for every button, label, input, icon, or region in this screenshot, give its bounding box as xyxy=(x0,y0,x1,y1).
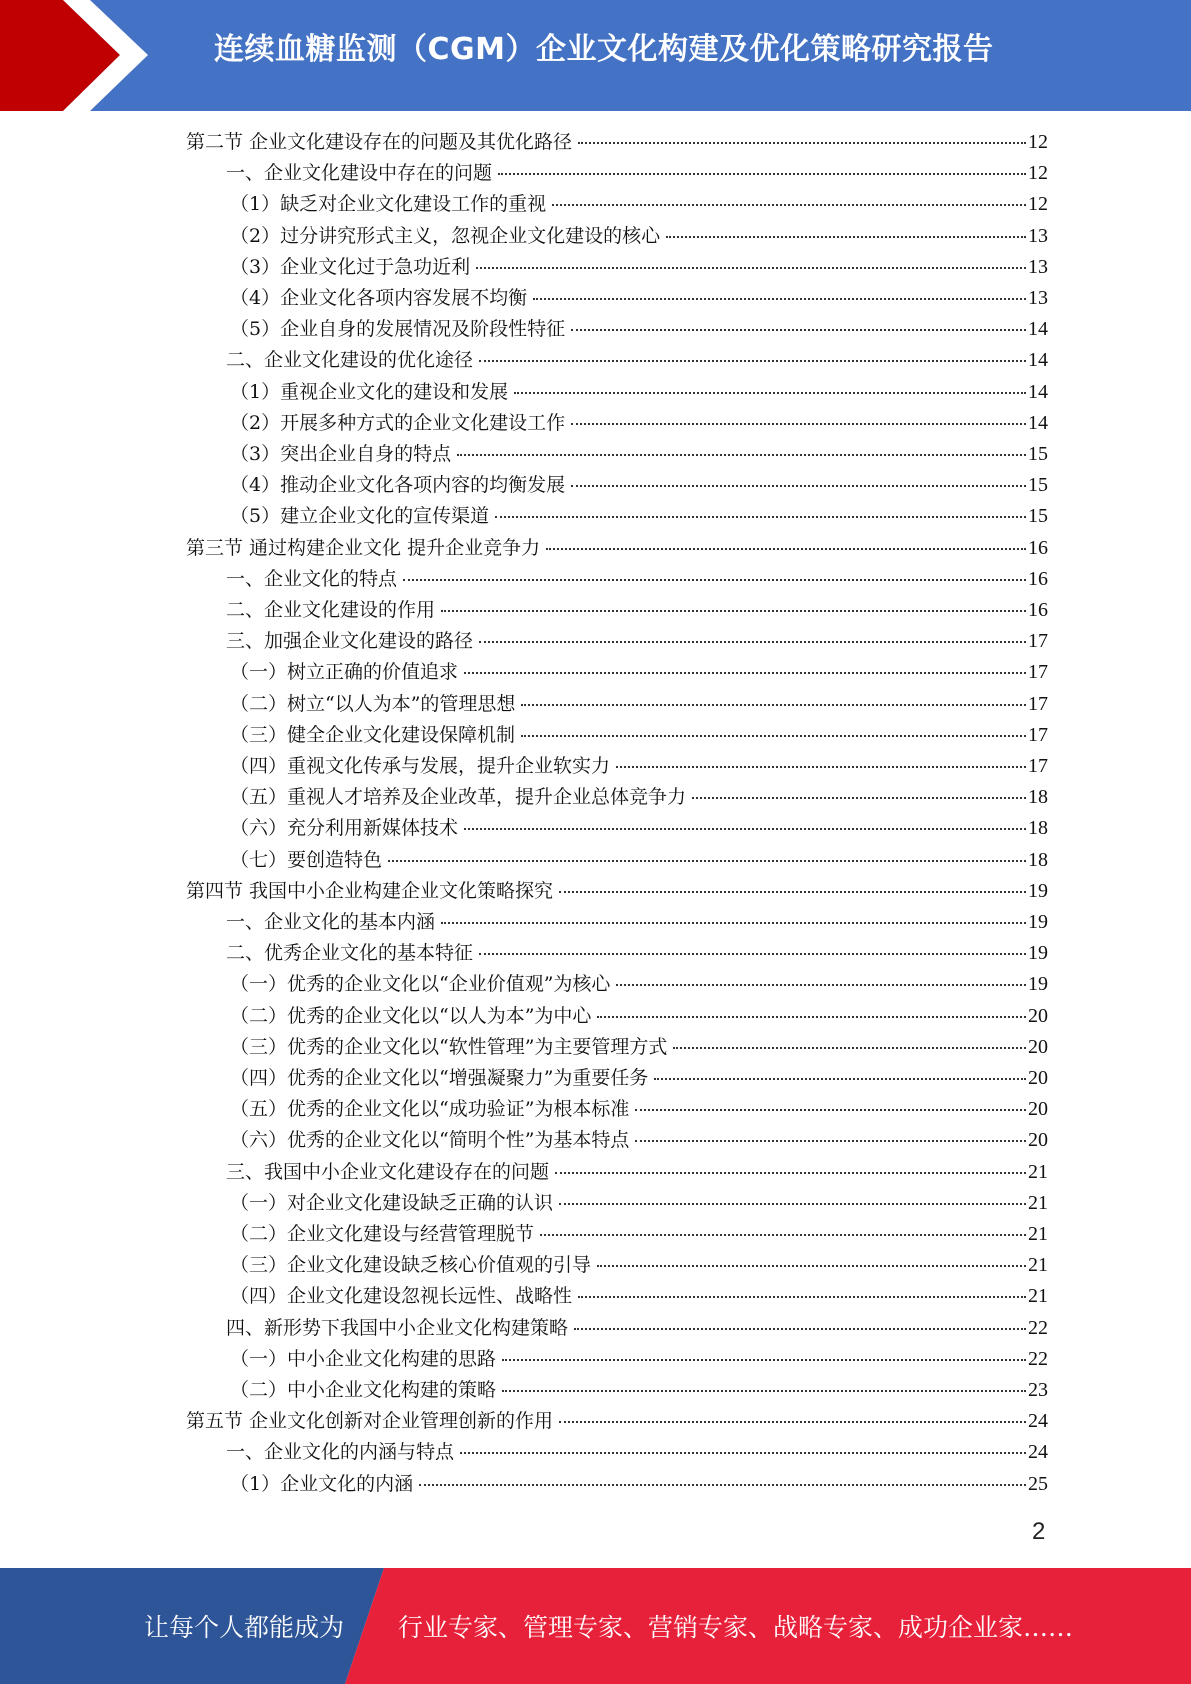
toc-leader-dots xyxy=(521,703,1026,706)
toc-entry-page: 25 xyxy=(1028,1472,1048,1495)
toc-entry-page: 20 xyxy=(1028,1067,1048,1089)
toc-entry[interactable] xyxy=(230,969,1048,1000)
toc-entry-label: 四、新形势下我国中小企业文化构建策略 xyxy=(226,1316,569,1339)
toc-leader-dots xyxy=(464,827,1026,830)
toc-entry-label: 二、优秀企业文化的基本特征 xyxy=(226,942,474,965)
toc-entry-page: 17 xyxy=(1028,630,1048,653)
toc-leader-dots xyxy=(559,890,1026,893)
toc-entry-label: （六）优秀的企业文化以“简明个性”为基本特点 xyxy=(230,1129,630,1152)
toc-entry-page: 15 xyxy=(1028,443,1048,465)
toc-entry-label: 二、企业文化建设的优化途径 xyxy=(226,349,474,372)
toc-leader-dots xyxy=(654,1077,1026,1080)
toc-entry[interactable] xyxy=(230,813,1048,844)
toc-entry-page: 21 xyxy=(1028,1191,1048,1214)
toc-entry[interactable] xyxy=(230,1219,1048,1250)
toc-entry-page: 21 xyxy=(1028,1223,1048,1245)
toc-leader-dots xyxy=(546,547,1026,550)
toc-entry-page: 17 xyxy=(1028,661,1048,684)
toc-entry-page: 17 xyxy=(1028,755,1048,777)
toc-entry-page: 17 xyxy=(1028,723,1048,746)
toc-entry-label: （一）优秀的企业文化以“企业价值观”为核心 xyxy=(230,973,611,996)
toc-leader-dots xyxy=(559,1420,1026,1423)
toc-entry-page: 14 xyxy=(1028,380,1048,403)
toc-entry-label: （二）树立“以人为本”的管理思想 xyxy=(230,692,516,715)
toc-entry[interactable] xyxy=(230,377,1048,408)
toc-entry-page: 19 xyxy=(1028,911,1048,933)
toc-leader-dots xyxy=(673,1046,1026,1049)
toc-leader-dots xyxy=(666,235,1026,238)
toc-leader-dots xyxy=(571,484,1026,487)
toc-entry-label: （5）建立企业文化的宣传渠道 xyxy=(230,505,490,528)
toc-entry-page: 15 xyxy=(1028,505,1048,528)
toc-entry[interactable] xyxy=(230,283,1048,314)
toc-leader-dots xyxy=(692,796,1026,799)
toc-entry[interactable] xyxy=(230,1094,1048,1125)
toc-entry-page: 24 xyxy=(1028,1441,1048,1464)
toc-leader-dots xyxy=(635,1139,1026,1142)
toc-entry-page: 18 xyxy=(1028,786,1048,809)
toc-leader-dots xyxy=(457,453,1026,456)
toc-entry-label: 一、企业文化建设中存在的问题 xyxy=(226,162,493,185)
toc-entry[interactable] xyxy=(230,751,1048,782)
toc-entry[interactable] xyxy=(230,470,1048,501)
toc-entry-label: （七）要创造特色 xyxy=(230,848,383,871)
toc-entry[interactable] xyxy=(230,1188,1048,1219)
toc-entry[interactable] xyxy=(230,252,1048,283)
toc-entry-label: （二）优秀的企业文化以“以人为本”为中心 xyxy=(230,1004,592,1027)
toc-leader-dots xyxy=(578,1295,1026,1298)
toc-entry-label: （一）树立正确的价值追求 xyxy=(230,661,459,684)
toc-entry-page: 20 xyxy=(1028,1098,1048,1121)
toc-entry-page: 14 xyxy=(1028,318,1048,341)
toc-leader-dots xyxy=(578,141,1026,144)
toc-entry[interactable] xyxy=(230,221,1048,252)
toc-entry[interactable] xyxy=(230,314,1048,345)
toc-entry-label: （三）优秀的企业文化以“软性管理”为主要管理方式 xyxy=(230,1035,668,1058)
toc-entry[interactable] xyxy=(226,564,1048,595)
toc-leader-dots xyxy=(616,983,1026,986)
toc-entry-page: 16 xyxy=(1028,567,1048,590)
toc-entry-label: 一、企业文化的内涵与特点 xyxy=(226,1441,455,1464)
toc-entry-label: （4）推动企业文化各项内容的均衡发展 xyxy=(230,474,566,497)
toc-entry-page: 12 xyxy=(1028,131,1048,153)
report-header-bar xyxy=(0,0,1191,111)
toc-entry-page: 24 xyxy=(1028,1410,1048,1433)
toc-entry-page: 23 xyxy=(1028,1379,1048,1401)
toc-entry-page: 22 xyxy=(1028,1347,1048,1370)
toc-entry-label: 第三节 通过构建企业文化 提升企业竞争力 xyxy=(186,536,541,559)
toc-entry-page: 20 xyxy=(1028,1035,1048,1058)
toc-entry-label: （四）优秀的企业文化以“增强凝聚力”为重要任务 xyxy=(230,1067,649,1089)
footer-banner xyxy=(0,1568,1191,1684)
toc-leader-dots xyxy=(555,1171,1026,1174)
toc-leader-dots xyxy=(403,578,1026,581)
toc-entry-page: 18 xyxy=(1028,848,1048,871)
toc-leader-dots xyxy=(540,1233,1026,1236)
toc-entry-page: 19 xyxy=(1028,942,1048,965)
toc-entry-label: （1）缺乏对企业文化建设工作的重视 xyxy=(230,193,547,216)
toc-entry-label: （四）企业文化建设忽视长远性、战略性 xyxy=(230,1285,573,1308)
toc-entry-page: 12 xyxy=(1028,193,1048,216)
toc-entry-page: 16 xyxy=(1028,536,1048,559)
toc-leader-dots xyxy=(571,422,1026,425)
toc-entry-label: （五）优秀的企业文化以“成功验证”为根本标准 xyxy=(230,1098,630,1121)
toc-leader-dots xyxy=(533,297,1026,300)
toc-leader-dots xyxy=(479,952,1026,955)
toc-entry-page: 13 xyxy=(1028,255,1048,278)
toc-entry[interactable] xyxy=(186,876,1048,907)
toc-entry-page: 18 xyxy=(1028,817,1048,840)
toc-leader-dots xyxy=(441,609,1026,612)
toc-entry[interactable] xyxy=(226,626,1048,657)
toc-entry[interactable] xyxy=(230,189,1048,220)
toc-leader-dots xyxy=(388,859,1026,862)
toc-leader-dots xyxy=(514,391,1026,394)
toc-entry-label: （3）企业文化过于急功近利 xyxy=(230,255,471,278)
toc-entry-label: （三）健全企业文化建设保障机制 xyxy=(230,723,516,746)
toc-entry[interactable] xyxy=(230,1250,1048,1281)
toc-entry[interactable] xyxy=(226,1437,1048,1468)
toc-leader-dots xyxy=(464,671,1026,674)
toc-entry-page: 14 xyxy=(1028,411,1048,434)
toc-entry-page: 20 xyxy=(1028,1129,1048,1152)
chevron-arrow-icon xyxy=(0,0,160,111)
page-number: 2 xyxy=(1032,1518,1046,1545)
toc-leader-dots xyxy=(476,266,1026,269)
toc-entry-label: （二）中小企业文化构建的策略 xyxy=(230,1379,497,1401)
toc-entry-page: 17 xyxy=(1028,692,1048,715)
toc-entry-page: 13 xyxy=(1028,224,1048,247)
toc-entry-label: （三）企业文化建设缺乏核心价值观的引导 xyxy=(230,1254,592,1277)
toc-entry-label: 二、企业文化建设的作用 xyxy=(226,599,436,621)
toc-entry[interactable] xyxy=(230,1469,1048,1500)
toc-entry-page: 13 xyxy=(1028,287,1048,309)
toc-entry-label: （一）中小企业文化构建的思路 xyxy=(230,1347,497,1370)
toc-entry[interactable] xyxy=(226,595,1048,626)
toc-entry[interactable] xyxy=(186,127,1048,158)
toc-entry[interactable] xyxy=(230,408,1048,439)
toc-entry[interactable] xyxy=(226,345,1048,376)
toc-leader-dots xyxy=(498,172,1026,175)
toc-entry-page: 21 xyxy=(1028,1160,1048,1183)
toc-leader-dots xyxy=(495,515,1026,518)
toc-entry-label: 一、企业文化的基本内涵 xyxy=(226,911,436,933)
toc-leader-dots xyxy=(616,765,1026,768)
toc-leader-dots xyxy=(559,1202,1026,1205)
toc-leader-dots xyxy=(502,1358,1026,1361)
toc-entry[interactable] xyxy=(226,1313,1048,1344)
toc-leader-dots xyxy=(635,1108,1026,1111)
toc-entry[interactable] xyxy=(230,689,1048,720)
toc-entry-label: （五）重视人才培养及企业改革，提升企业总体竞争力 xyxy=(230,786,687,809)
toc-entry-label: 第五节 企业文化创新对企业管理创新的作用 xyxy=(186,1410,554,1433)
toc-entry[interactable] xyxy=(230,1032,1048,1063)
toc-entry[interactable] xyxy=(230,501,1048,532)
toc-leader-dots xyxy=(460,1451,1026,1454)
footer-slogan-left: 让每个人都能成为 xyxy=(144,1613,345,1642)
toc-leader-dots xyxy=(552,203,1026,206)
toc-entry-page: 20 xyxy=(1028,1004,1048,1027)
toc-leader-dots xyxy=(479,640,1026,643)
toc-leader-dots xyxy=(419,1483,1026,1486)
toc-entry-page: 19 xyxy=(1028,879,1048,902)
footer-slogan-right: 行业专家、管理专家、营销专家、战略专家、成功企业家…… xyxy=(398,1613,1074,1642)
toc-entry[interactable] xyxy=(230,845,1048,876)
toc-entry-page: 12 xyxy=(1028,162,1048,185)
toc-entry-label: 第四节 我国中小企业构建企业文化策略探究 xyxy=(186,879,554,902)
toc-entry-page: 21 xyxy=(1028,1254,1048,1277)
toc-entry-page: 16 xyxy=(1028,599,1048,621)
toc-leader-dots xyxy=(597,1264,1026,1267)
toc-leader-dots xyxy=(479,359,1026,362)
report-title: 连续血糖监测（CGM）企业文化构建及优化策略研究报告 xyxy=(214,32,994,67)
toc-entry-page: 19 xyxy=(1028,973,1048,996)
toc-entry[interactable] xyxy=(226,158,1048,189)
toc-entry[interactable] xyxy=(226,907,1048,938)
toc-entry-label: （二）企业文化建设与经营管理脱节 xyxy=(230,1223,535,1245)
toc-entry-label: （六）充分利用新媒体技术 xyxy=(230,817,459,840)
toc-entry-label: （1）重视企业文化的建设和发展 xyxy=(230,380,509,403)
toc-entry[interactable] xyxy=(230,1281,1048,1312)
toc-leader-dots xyxy=(571,328,1026,331)
toc-entry-label: （4）企业文化各项内容发展不均衡 xyxy=(230,287,528,309)
toc-entry[interactable] xyxy=(186,1406,1048,1437)
toc-leader-dots xyxy=(521,734,1026,737)
toc-entry-label: 第二节 企业文化建设存在的问题及其优化路径 xyxy=(186,131,573,153)
toc-leader-dots xyxy=(574,1327,1026,1330)
toc-entry-label: （四）重视文化传承与发展，提升企业软实力 xyxy=(230,755,611,777)
toc-entry-label: 三、加强企业文化建设的路径 xyxy=(226,630,474,653)
toc-entry-page: 22 xyxy=(1028,1316,1048,1339)
toc-entry[interactable] xyxy=(226,1157,1048,1188)
toc-entry[interactable] xyxy=(230,439,1048,470)
toc-entry[interactable] xyxy=(230,657,1048,688)
toc-entry[interactable] xyxy=(230,1063,1048,1094)
toc-entry[interactable] xyxy=(230,782,1048,813)
toc-entry-label: （2）开展多种方式的企业文化建设工作 xyxy=(230,411,566,434)
toc-leader-dots xyxy=(502,1389,1026,1392)
toc-entry-page: 14 xyxy=(1028,349,1048,372)
toc-entry-label: （3）突出企业自身的特点 xyxy=(230,443,452,465)
toc-entry[interactable] xyxy=(186,533,1048,564)
toc-entry[interactable] xyxy=(230,1375,1048,1406)
toc-entry-page: 15 xyxy=(1028,474,1048,497)
toc-entry[interactable] xyxy=(230,1344,1048,1375)
toc-entry-label: （1）企业文化的内涵 xyxy=(230,1472,414,1495)
toc-entry-label: 一、企业文化的特点 xyxy=(226,567,398,590)
toc-entry-page: 21 xyxy=(1028,1285,1048,1308)
toc-leader-dots xyxy=(441,921,1026,924)
toc-entry[interactable] xyxy=(230,720,1048,751)
toc-leader-dots xyxy=(597,1015,1026,1018)
toc-entry-label: 三、我国中小企业文化建设存在的问题 xyxy=(226,1160,550,1183)
toc-entry[interactable] xyxy=(226,938,1048,969)
toc-entry[interactable] xyxy=(230,1001,1048,1032)
toc-entry-label: （5）企业自身的发展情况及阶段性特征 xyxy=(230,318,566,341)
toc-entry-label: （一）对企业文化建设缺乏正确的认识 xyxy=(230,1191,554,1214)
toc-entry[interactable] xyxy=(230,1125,1048,1156)
toc-entry-label: （2）过分讲究形式主义，忽视企业文化建设的核心 xyxy=(230,224,661,247)
